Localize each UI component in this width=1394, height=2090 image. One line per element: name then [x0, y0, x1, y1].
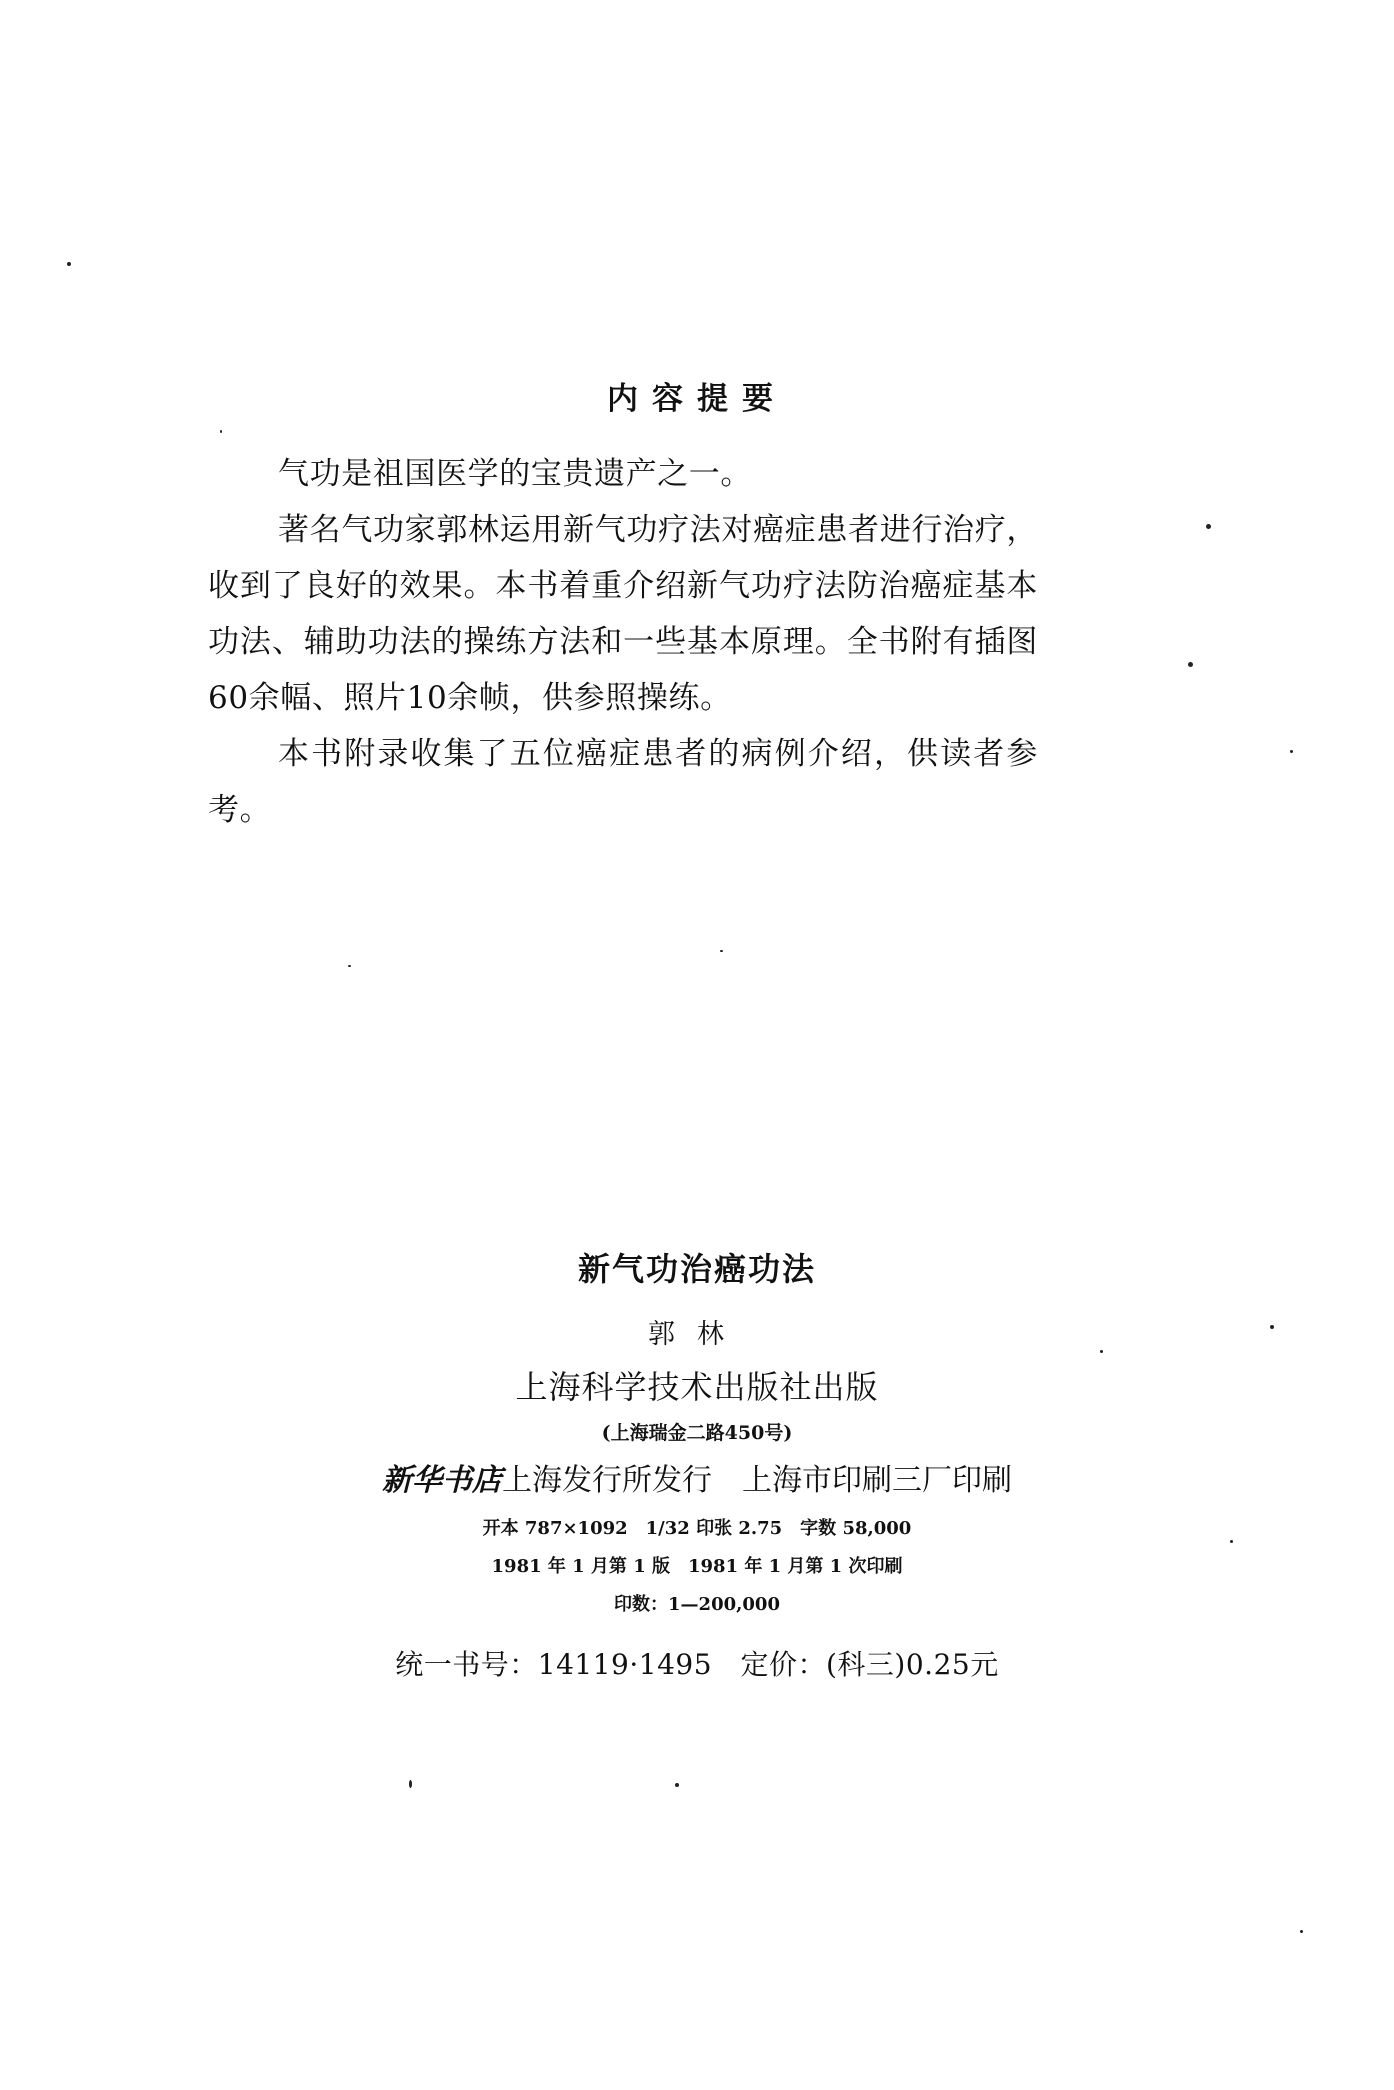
- scan-speck: [1300, 1930, 1303, 1933]
- distributor-name: 新华书店: [382, 1463, 502, 1498]
- isbn-price-line: 统一书号：14119·1495 定价：(科三)0.25元: [395, 1648, 999, 1681]
- scan-speck: [1188, 662, 1193, 667]
- distribution-details: 上海发行所发行 上海市印刷三厂印刷: [502, 1463, 1012, 1498]
- print-run: 印数：1—200,000: [614, 1594, 780, 1615]
- format-specs: 开本 787×1092 1/32 印张 2.75 字数 58,000: [482, 1518, 912, 1539]
- scan-speck: [409, 1780, 412, 1788]
- book-title: 新气功治癌功法: [577, 1250, 816, 1288]
- scan-speck: [67, 262, 71, 266]
- summary-paragraph-1: 气功是祖国医学的宝贵遗产之一。: [278, 456, 752, 492]
- scan-speck: [220, 430, 222, 433]
- summary-paragraph-2: 著名气功家郭林运用新气功疗法对癌症患者进行治疗，收到了良好的效果。本书着重介绍新气功疗法防治癌症基本功法、辅助功法的操练方法和一些基本原理。全书附有插图60余幅、照片10余帧，供参照操练。: [208, 512, 1038, 716]
- publisher-line: 上海科学技术出版社出版: [515, 1368, 879, 1406]
- colophon: [0, 1244, 1394, 1690]
- scan-speck: [1290, 750, 1293, 753]
- scan-speck: [720, 950, 723, 952]
- summary-paragraph-3: 本书附录收集了五位癌症患者的病例介绍，供读者参考。: [208, 736, 1038, 828]
- author-name: 郭林: [648, 1319, 746, 1350]
- summary-text: [208, 446, 1038, 838]
- scan-speck: [675, 1783, 679, 1787]
- scan-speck: [1270, 1325, 1274, 1329]
- distribution-line: [0, 1456, 1394, 1506]
- scan-speck: [1100, 1350, 1103, 1353]
- scan-speck: [1206, 524, 1211, 529]
- scan-speck: [1230, 1540, 1233, 1543]
- edition-info: 1981 年 1 月第 1 版 1981 年 1 月第 1 次印刷: [491, 1556, 903, 1577]
- summary-heading: 内容提要: [607, 381, 787, 417]
- scan-speck: [348, 965, 351, 967]
- publisher-address: (上海瑞金二路450号): [601, 1422, 793, 1444]
